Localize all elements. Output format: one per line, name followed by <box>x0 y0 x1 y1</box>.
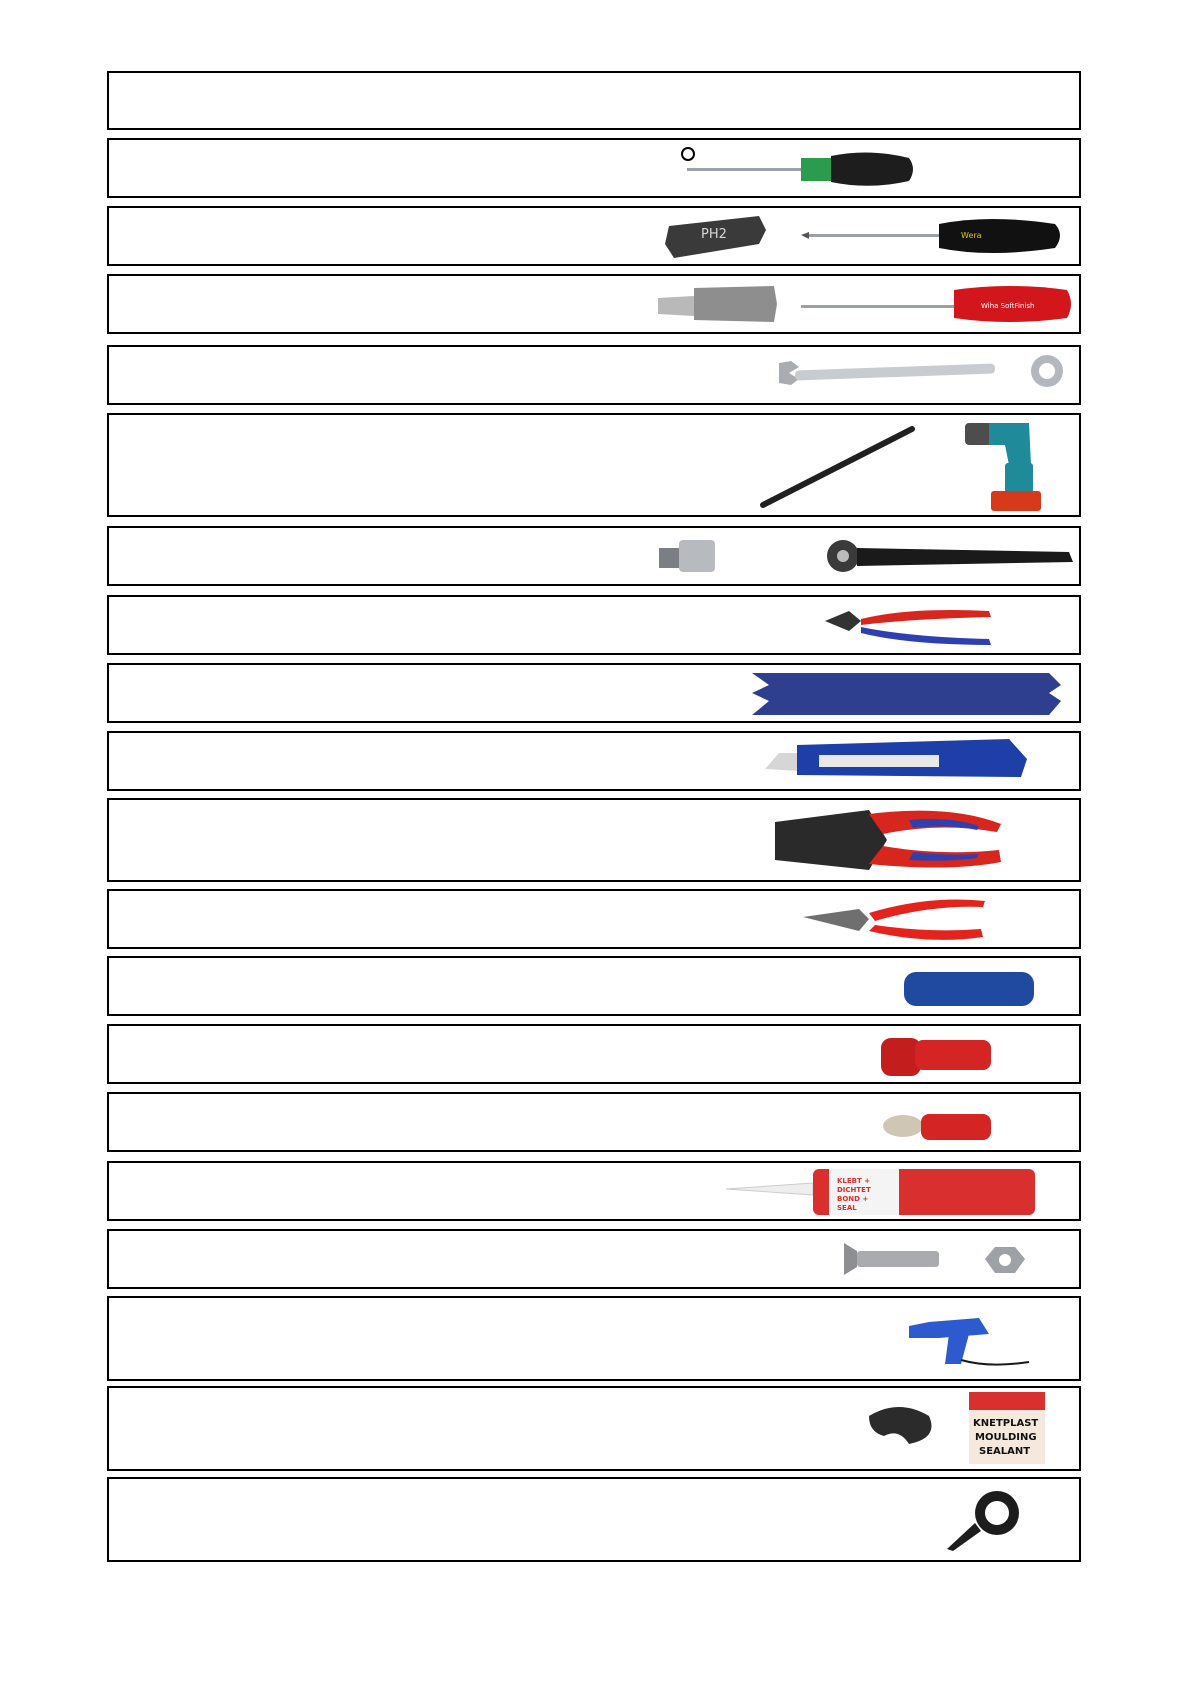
phillips-bit-icon <box>665 216 766 258</box>
ratchet-icon <box>827 540 1073 572</box>
phillips-screwdriver-icon <box>801 219 1060 253</box>
red-female-connector-icon <box>881 1038 991 1076</box>
row-ratchet <box>107 526 1081 586</box>
tin-snips-icon <box>803 900 985 940</box>
row-snips <box>107 889 1081 949</box>
svg-text:Wiha SoftFinish: Wiha SoftFinish <box>981 302 1035 310</box>
row-bullet-connector <box>107 1092 1081 1152</box>
row-torx <box>107 138 1081 198</box>
row-trim-tool <box>107 663 1081 723</box>
svg-text:BOND +: BOND + <box>837 1195 869 1203</box>
slotted-screwdriver-icon <box>801 286 1071 322</box>
row-header <box>107 71 1081 130</box>
diagonal-cutter-icon <box>825 610 991 645</box>
svg-text:DICHTET: DICHTET <box>837 1186 871 1194</box>
row-drill <box>107 413 1081 517</box>
row-wrench <box>107 345 1081 405</box>
svg-text:KNETPLAST: KNETPLAST <box>973 1418 1039 1429</box>
row-fasteners <box>107 1229 1081 1289</box>
torx-screwdriver-icon <box>687 152 913 185</box>
foam-tape-roll-icon <box>947 1491 1019 1551</box>
blue-butt-connector-icon <box>904 972 1034 1006</box>
row-female-connector <box>107 1024 1081 1084</box>
drill-bit-icon <box>763 429 912 505</box>
svg-text:SEAL: SEAL <box>837 1204 857 1212</box>
torx-symbol-icon <box>682 148 694 160</box>
torx-socket-icon <box>659 540 715 572</box>
row-sealant <box>107 1161 1081 1221</box>
row-tape <box>107 1477 1081 1562</box>
row-cutter <box>107 595 1081 655</box>
sealant-cartridge-icon <box>726 1169 1035 1215</box>
svg-text:Wera: Wera <box>961 231 982 240</box>
combination-wrench-icon <box>779 355 1063 387</box>
row-glue-gun <box>107 1296 1081 1381</box>
countersunk-bolt-icon <box>844 1243 939 1275</box>
row-knife <box>107 731 1081 791</box>
svg-text:MOULDING: MOULDING <box>975 1432 1037 1443</box>
knetplast-tin-icon <box>969 1392 1045 1464</box>
row-moulding <box>107 1386 1081 1471</box>
putty-icon <box>869 1407 932 1444</box>
row-slotted <box>107 274 1081 334</box>
utility-knife-icon <box>765 739 1027 777</box>
row-phillips <box>107 206 1081 266</box>
hot-glue-gun-icon <box>909 1318 1029 1365</box>
svg-text:KLEBT +: KLEBT + <box>837 1177 871 1185</box>
svg-text:SEALANT: SEALANT <box>979 1446 1031 1457</box>
red-bullet-connector-icon <box>883 1114 991 1140</box>
slotted-bit-icon <box>658 286 777 322</box>
row-crimper <box>107 798 1081 882</box>
row-butt-connector <box>107 956 1081 1016</box>
crimping-pliers-icon <box>775 810 1001 870</box>
cordless-drill-icon <box>965 423 1041 511</box>
trim-removal-tool-icon <box>752 673 1061 715</box>
svg-text:PH2: PH2 <box>701 227 727 242</box>
hex-nut-icon <box>985 1247 1025 1273</box>
